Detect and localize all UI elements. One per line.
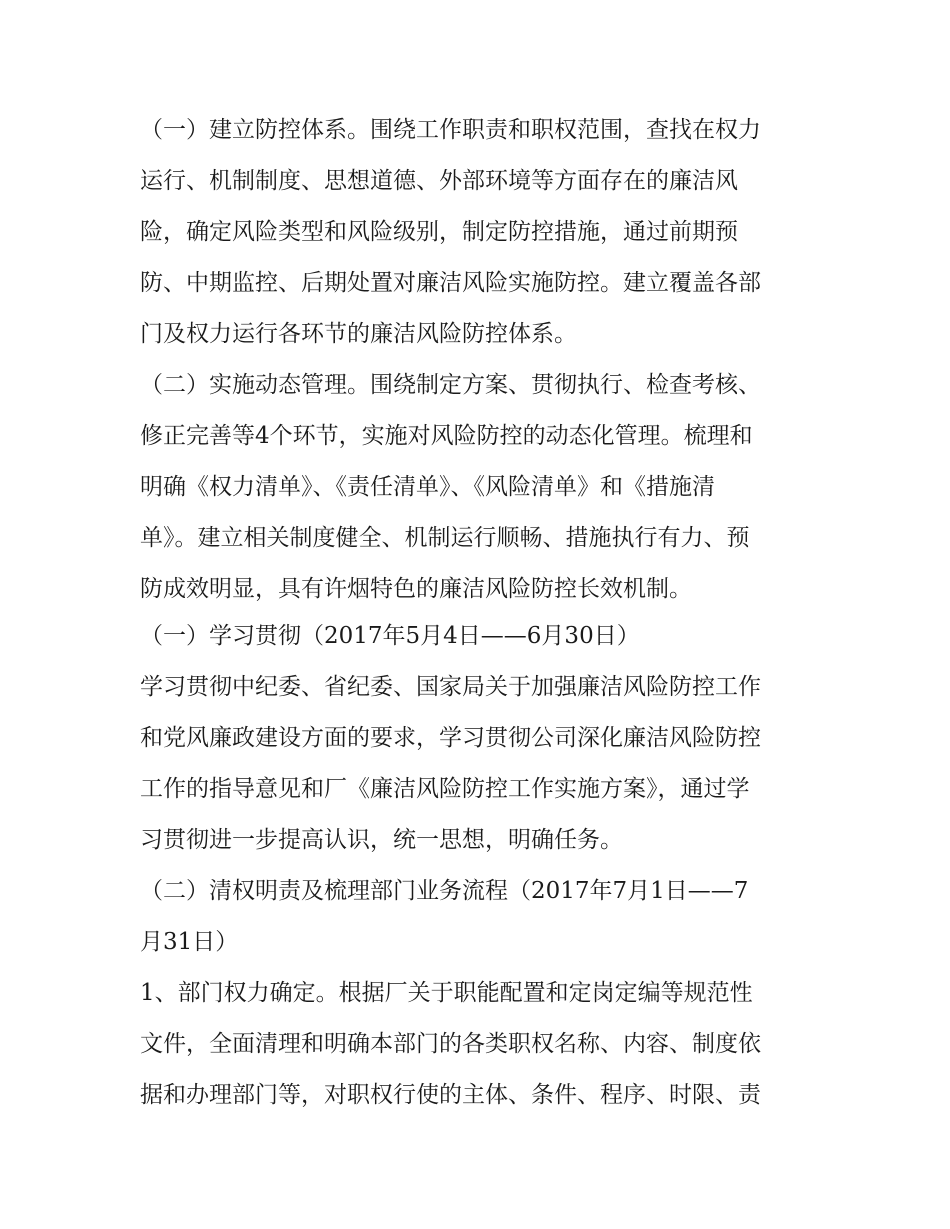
- text-line: 习贯彻进一步提高认识，统一思想，明确任务。: [140, 827, 623, 853]
- text-line: 运行、机制制度、思想道德、外部环境等方面存在的廉洁风: [140, 168, 738, 194]
- text-line: 和党风廉政建设方面的要求，学习贯彻公司深化廉洁风险防控: [140, 725, 761, 751]
- text-line: 1、部门权力确定。根据厂关于职能配置和定岗定编等规范性: [140, 980, 753, 1006]
- text-line: 单》。建立相关制度健全、机制运行顺畅、措施执行有力、预: [140, 525, 750, 551]
- text-line: （二）清权明责及梳理部门业务流程（2017年7月1日——7: [140, 878, 749, 904]
- text-line: 据和办理部门等，对职权行使的主体、条件、程序、时限、责: [140, 1082, 761, 1108]
- text-line: （二）实施动态管理。围绕制定方案、贯彻执行、检查考核、: [140, 372, 761, 398]
- text-line: 防成效明显，具有许烟特色的廉洁风险防控长效机制。: [140, 576, 692, 602]
- text-line: 文件，全面清理和明确本部门的各类职权名称、内容、制度依: [140, 1031, 761, 1057]
- text-line: 学习贯彻中纪委、省纪委、国家局关于加强廉洁风险防控工作: [140, 674, 761, 700]
- text-line: （一）建立防控体系。围绕工作职责和职权范围，查找在权力: [140, 117, 761, 143]
- text-line: 险，确定风险类型和风险级别，制定防控措施，通过前期预: [140, 219, 738, 245]
- text-line: 防、中期监控、后期处置对廉洁风险实施防控。建立覆盖各部: [140, 270, 761, 296]
- text-line: 工作的指导意见和厂《廉洁风险防控工作实施方案》，通过学: [140, 776, 750, 802]
- text-line: （一）学习贯彻（2017年5月4日——6月30日）: [140, 623, 640, 649]
- text-line: 月31日）: [140, 929, 239, 955]
- text-line: 明确《权力清单》、《责任清单》、《风险清单》和《措施清: [140, 474, 715, 500]
- text-line: 门及权力运行各环节的廉洁风险防控体系。: [140, 321, 577, 347]
- text-line: 修正完善等4个环节，实施对风险防控的动态化管理。梳理和: [140, 423, 753, 449]
